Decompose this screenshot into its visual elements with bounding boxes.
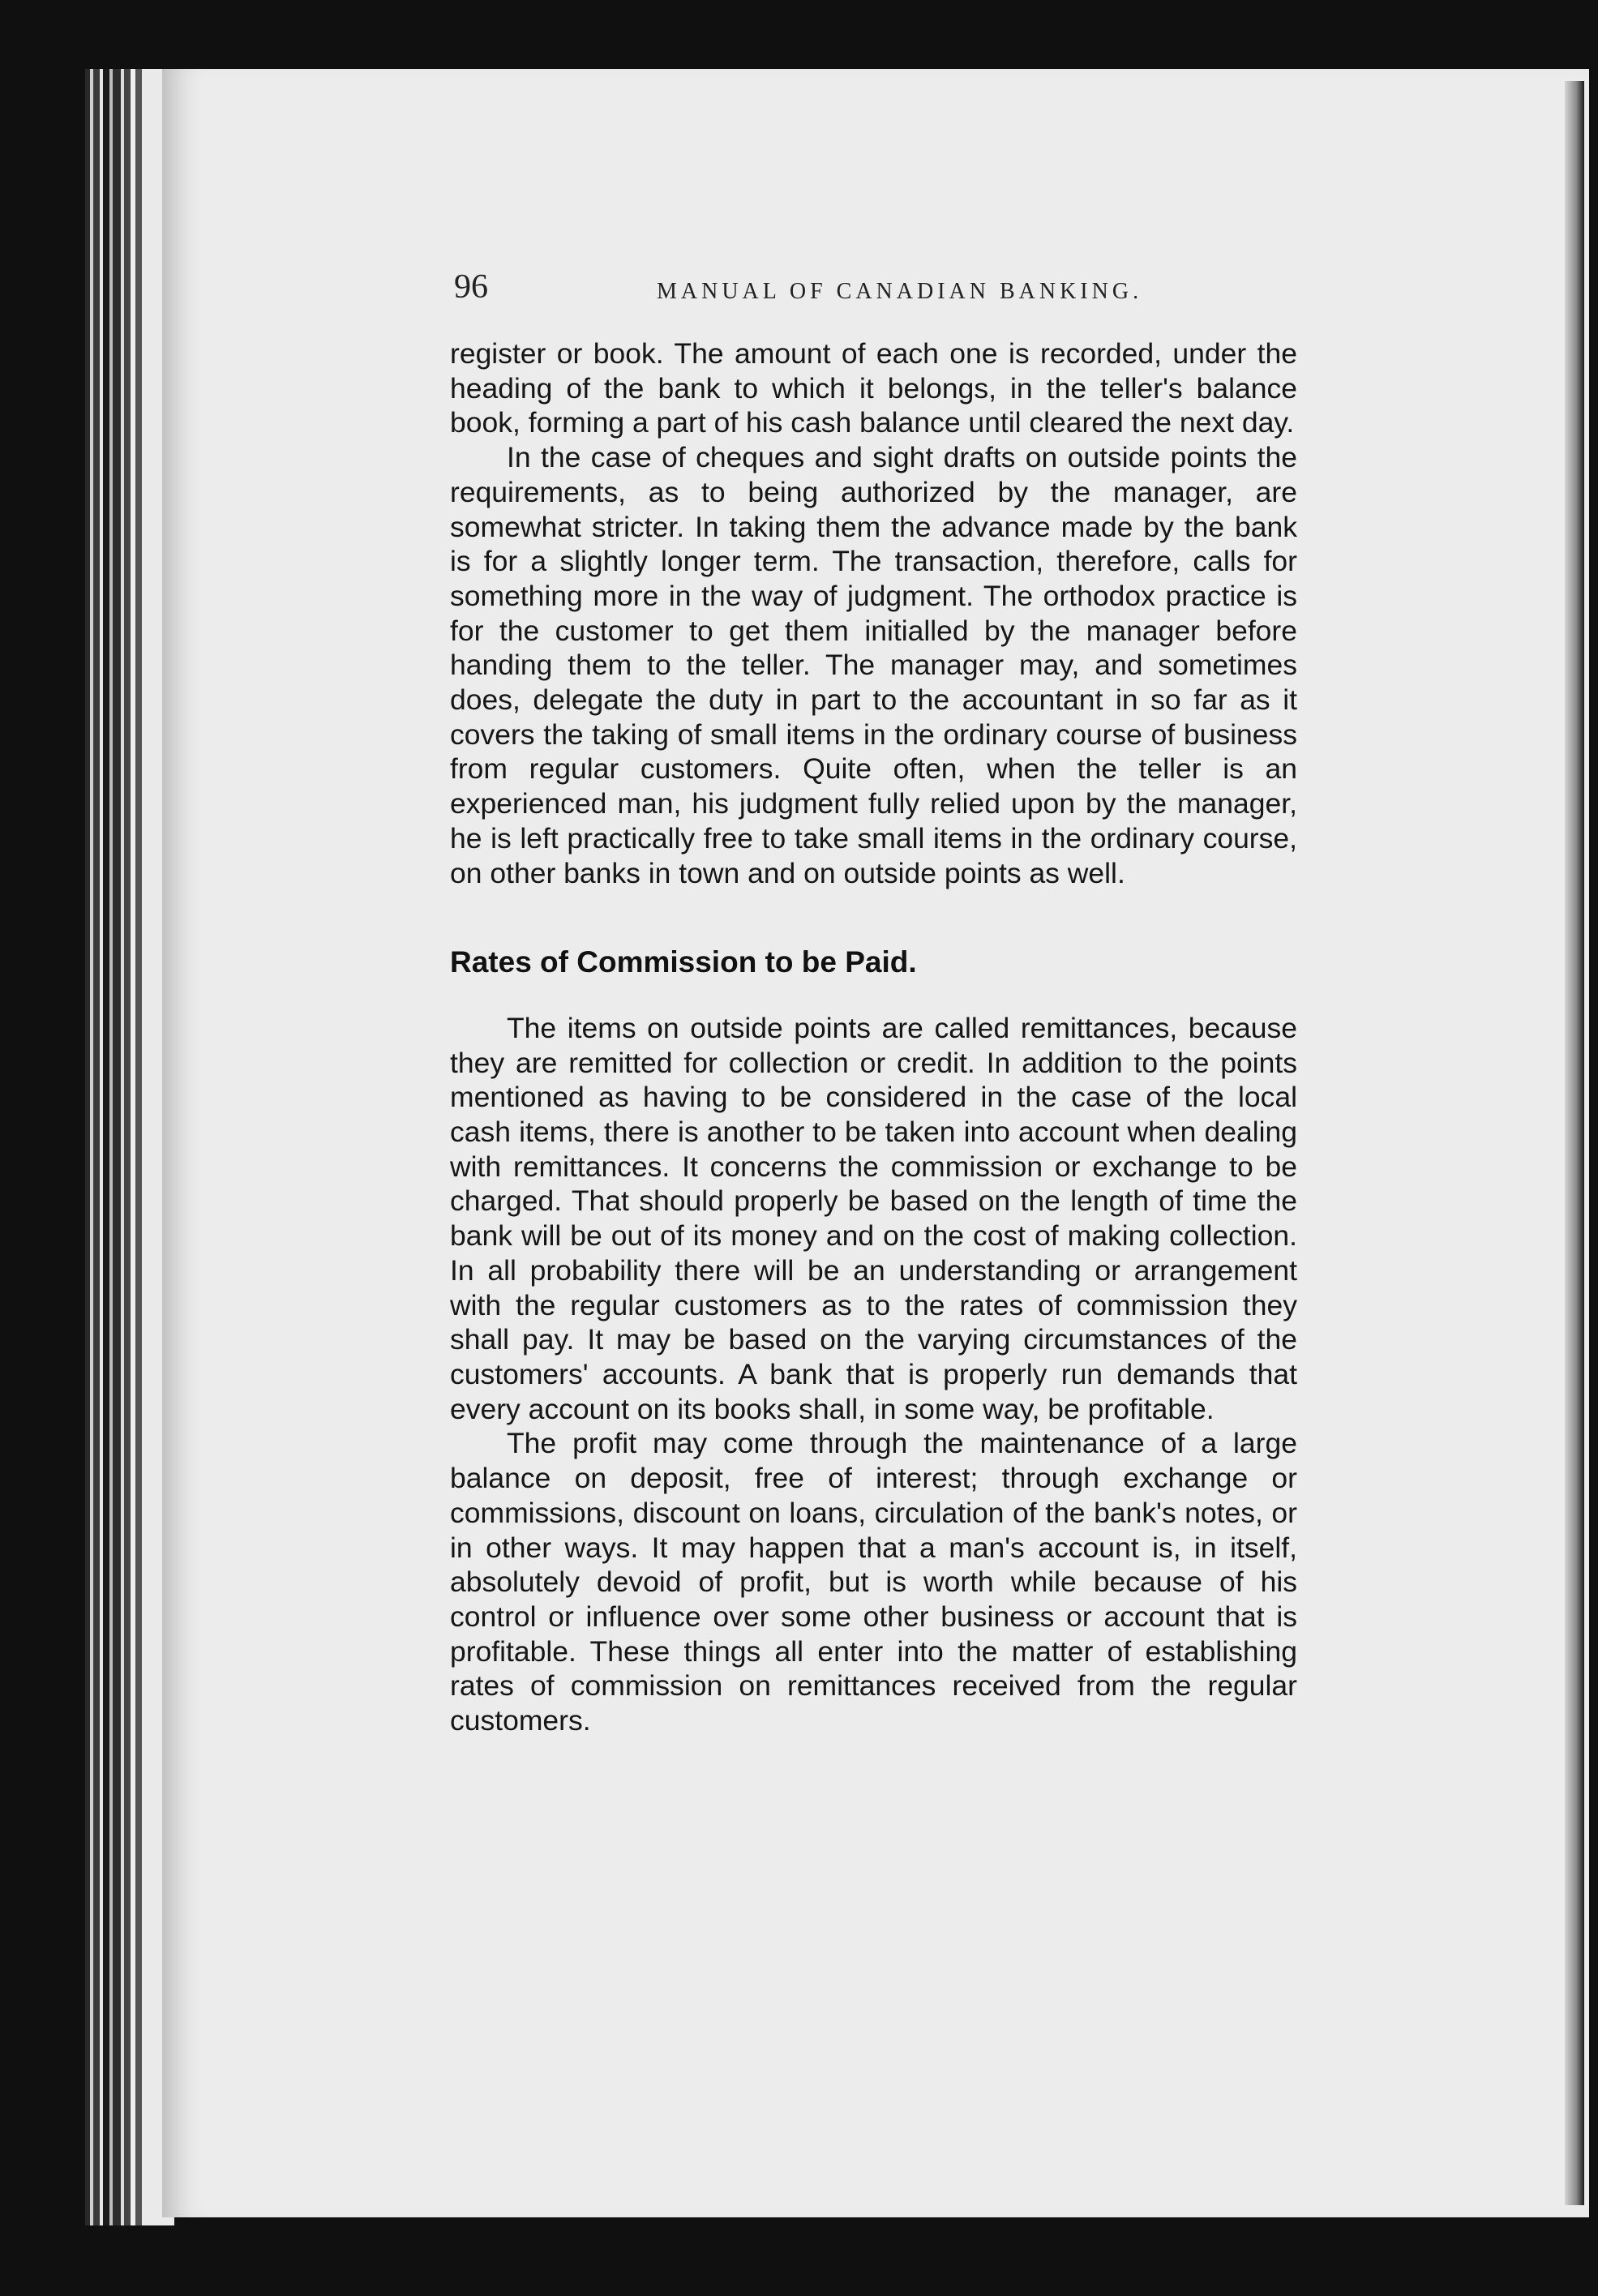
paragraph-cheques: In the case of cheques and sight drafts on outside points the requirements, as to being authorized by the manager, are somewhat stricter. In taking them the advance made by the bank is for a slightly longer term. The transaction, therefore, calls for something more in the way of judgment. The orthodox practice is for the customer to get them initialled by the manager before handing them to the teller. The manager may, and sometimes does, delegate the duty in part to the accountant in so far as it covers the taking of small items in the ordinary course of business from regular customers. Quite often, when the teller is an experienced man, his judgment fully relied upon by the manager, he is left practically free to take small items in the ordinary course, on other banks in town and on outside points as well. bbox=[450, 441, 1297, 889]
paragraph-remittances: The items on outside points are called remittances, because they are remitted for collection or credit. In addition to the points mentioned as having to be considered in the case of the local cash items, there is another to be taken into account when dealing with remittances. It concerns the commission or exchange to be charged. That should properly be based on the length of time the bank will be out of its money and on the cost of making collection. In all probability there will be an understanding or arrangement with the regular customers as to the rates of commission they shall pay. It may be based on the varying circumstances of the customers' accounts. A bank that is properly run demands that every account on its books shall, in some way, be profitable. bbox=[450, 1011, 1297, 1425]
section-heading: Rates of Commission to be Paid. bbox=[450, 945, 917, 979]
running-head: MANUAL OF CANADIAN BANKING. bbox=[657, 279, 1143, 304]
paragraph-continued: register or book. The amount of each one is recorded, under the heading of the bank to which it belongs, in the teller's balance book, forming a part of his cash balance until cleared the next day. bbox=[450, 337, 1297, 439]
book-binding-edge bbox=[85, 69, 174, 2225]
page-header bbox=[454, 268, 1184, 316]
page-body bbox=[450, 336, 1297, 1738]
page-number: 96 bbox=[454, 268, 488, 306]
paragraph-profit: The profit may come through the maintenance of a large balance on deposit, free of interest; through exchange or commissions, discount on loans, circulation of the bank's notes, or in other ways. It may happen that a man's account is, in itself, absolutely devoid of profit, but is worth while because of his control or influence over some other business or account that is profitable. These things all enter into the matter of establishing rates of commission on remittances received from the regular customers. bbox=[450, 1427, 1297, 1737]
page-right-edge bbox=[1565, 81, 1584, 2205]
